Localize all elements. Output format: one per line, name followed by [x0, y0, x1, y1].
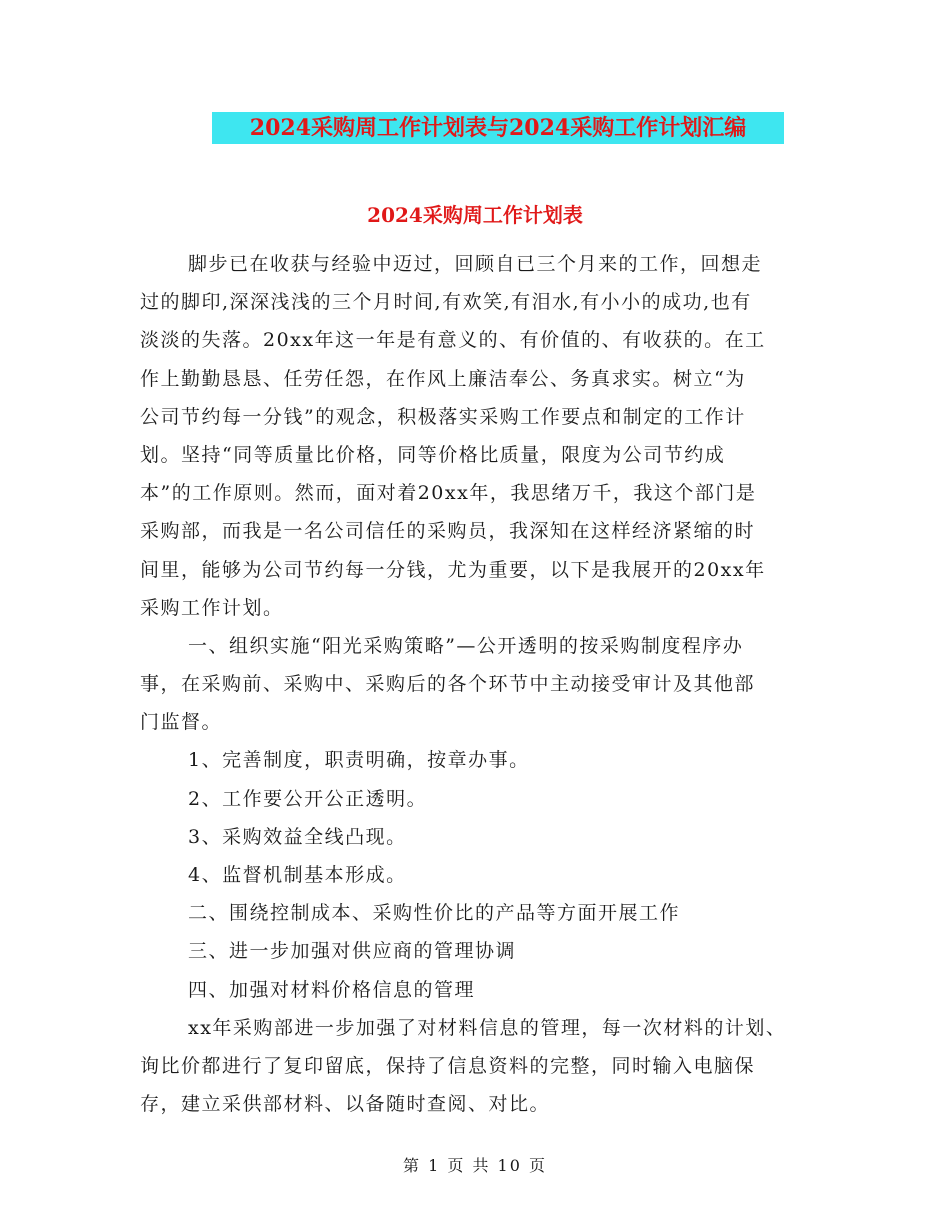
text-line: 4、监督机制基本形成。 — [188, 864, 407, 886]
text-line: 三、进一步加强对供应商的管理协调 — [188, 940, 517, 963]
text-line: 过的脚印,深深浅浅的三个月时间,有欢笑,有泪水,有小小的成功,也有 — [140, 291, 752, 314]
text-line: 存，建立采供部材料、以备随时查阅、对比。 — [140, 1093, 551, 1116]
text-line: 四、加强对材料价格信息的管理 — [188, 978, 476, 1001]
page-footer: 第 1 页 共 10 页 — [403, 1156, 547, 1175]
text-line: 间里，能够为公司节约每一分钱，尤为重要，以下是我展开的20xx年 — [140, 558, 766, 581]
text-line: 脚步已在收获与经验中迈过，回顾自已三个月来的工作，回想走 — [188, 253, 763, 275]
text-line: 2、工作要公开公正透明。 — [188, 787, 428, 810]
text-line: 公司节约每一分钱”的观念，积极落实采购工作要点和制定的工作计 — [140, 405, 746, 428]
text-line: 本”的工作原则。然而，面对着20xx年，我思绪万千，我这个部门是 — [140, 482, 757, 505]
body-text — [140, 245, 808, 1123]
section-title: 2024采购周工作计划表 — [367, 203, 583, 227]
text-line: 1、完善制度，职责明确，按章办事。 — [188, 749, 530, 772]
text-line: xx年采购部进一步加强了对材料信息的管理，每一次材料的计划、 — [188, 1016, 787, 1039]
text-line: 二、围绕控制成本、采购性价比的产品等方面开展工作 — [188, 902, 681, 925]
text-line: 作上勤勤恳恳、任劳任怨，在作风上廉洁奉公、务真求实。树立“为 — [140, 367, 746, 390]
text-line: 门监督。 — [140, 711, 223, 734]
text-line: 询比价都进行了复印留底，保持了信息资料的完整，同时输入电脑保 — [140, 1054, 756, 1077]
text-line: 事，在采购前、采购中、采购后的各个环节中主动接受审计及其他部 — [140, 673, 756, 696]
text-line: 淡淡的失落。20xx年这一年是有意义的、有价值的、有收获的。在工 — [140, 329, 766, 352]
text-line: 采购工作计划。 — [140, 596, 284, 619]
text-line: 采购部，而我是一名公司信任的采购员，我深知在这样经济紧缩的时 — [140, 520, 756, 543]
text-line: 一、组织实施“阳光采购策略”—公开透明的按采购制度程序办 — [188, 634, 744, 657]
text-line: 3、采购效益全线凸现。 — [188, 825, 407, 848]
text-line: 划。坚持“同等质量比价格，同等价格比质量，限度为公司节约成 — [140, 443, 726, 466]
document-title: 2024采购周工作计划表与2024采购工作计划汇编 — [212, 112, 784, 144]
